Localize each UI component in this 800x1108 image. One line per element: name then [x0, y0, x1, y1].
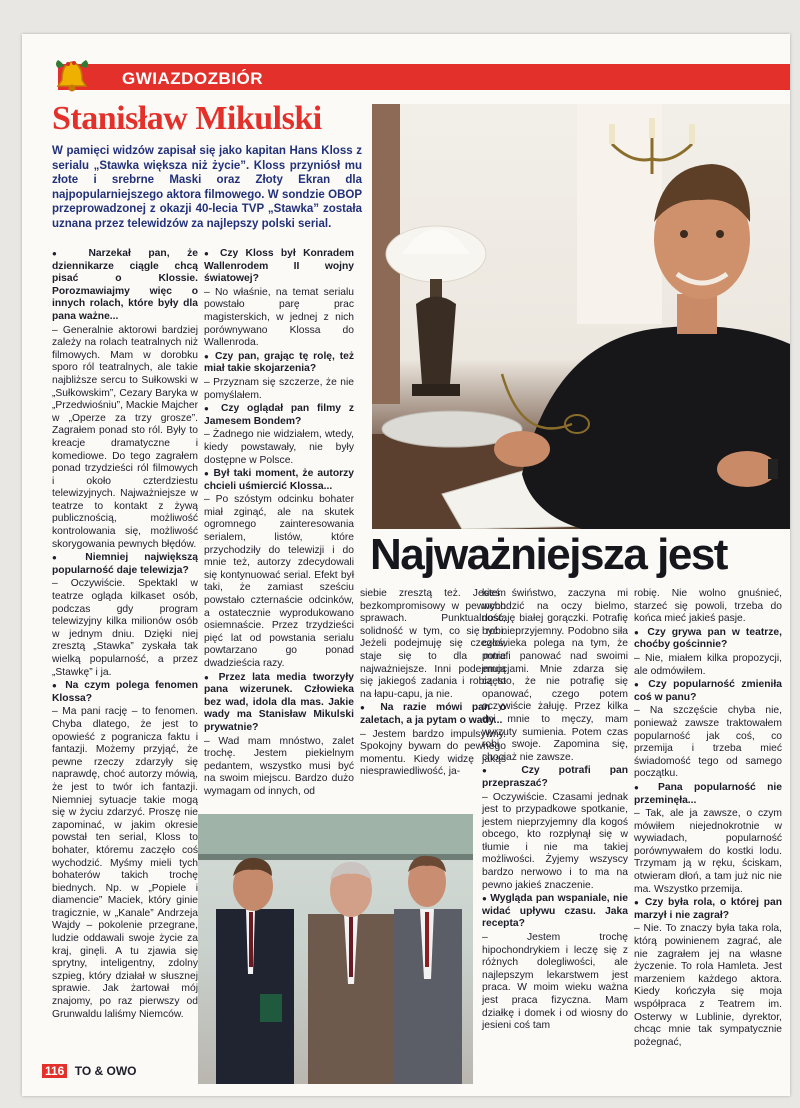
- answer-paragraph: – Wad mam mnóstwo, zalet trochę. Jestem piekielnym pedantem, wszystko musi być na swoim miejscu. Bardzo dużo wymagam od innych, od: [204, 735, 354, 797]
- group-photo: [198, 814, 473, 1084]
- section-header-bar: [58, 64, 790, 90]
- page-number: 116: [42, 1064, 67, 1078]
- answer-paragraph: – Po szóstym odcinku bohater miał zginąć, ale na skutek ogromnego zainteresowania serialem, listów, które przychodziły do telewizji i do mnie też, autorzy zdecydowali się kontynuować serial. Efekt był taki, że zamiast sześciu powstało czternaście odcinków, a ostatecznie wyprodukowano osiemnaście. Przez trzydzieści pięć lat od powstania serialu powtarzano go ponad dwadzieścia razy.: [204, 494, 354, 669]
- question-paragraph: ● Czy pan, grając tę rolę, też miał takie skojarzenia?: [204, 351, 354, 376]
- answer-paragraph: – No właśnie, na temat serialu powstało parę prac magisterskich, w jednej z nich porównywano Klossa do Wallenroda.: [204, 286, 354, 349]
- magazine-page: [22, 34, 790, 1096]
- text-column-4: [482, 588, 628, 1078]
- question-paragraph: ● Czy Kloss był Konradem Wallenrodem II wojny światowej?: [204, 248, 354, 286]
- section-label: GWIAZDOZBIÓR: [122, 69, 264, 88]
- question-paragraph: ● Niemniej największą popularność daje telewizja?: [52, 552, 198, 577]
- answer-paragraph: – Oczywiście. Czasami jednak jest to przypadkowe spotkanie, jestem nieprzyjemny dla kogoś obcego, kto rozpłynął się w tłumie i nie ma takiej możliwości. Żyjemy wszyscy bardzo nerwowo i to ma na pewno jakieś znaczenie.: [482, 791, 628, 891]
- christmas-bell-icon: [52, 56, 92, 96]
- question-paragraph: ● Czy popularność zmieniła coś w panu?: [634, 679, 782, 704]
- text-column-2: [204, 248, 354, 804]
- answer-paragraph: – Na szczęście chyba nie, ponieważ zawsze traktowałem popularność jak coś, co przemija i trzeba mieć świadomość tego od samego początku.: [634, 705, 782, 780]
- answer-paragraph: – Tak, ale ja zawsze, o czym mówiłem niejednokrotnie w wywiadach, popularność porównywałem do kostki lodu. Trzymam ją w ręku, ściskam, otwieram dłoń, a tam już nic nie ma. Wszystko przemija.: [634, 808, 782, 895]
- answer-paragraph: – Nie. To znaczy była taka rola, którą powinienem zagrać, ale nie zagrałem jej na własne życzenie. To rola Hamleta. Jest marzeniem każdego aktora. Kiedy kończyła się moja współpraca z Teatrem im. Osterwy w Lublinie, dyrektor, chcąc mnie tak sympatycznie pożegnać,: [634, 923, 782, 1048]
- answer-paragraph: – Przyznam się szczerze, że nie pomyślałem.: [204, 376, 354, 401]
- text-column-5: [634, 588, 782, 1078]
- answer-paragraph: siebie zresztą też. Jestem bezkompromisowy w pewnych sprawach. Punktualność, solidność w tym, co się robi. Jeżeli podejmuję się czegoś, staje się to dla mnie najważniejsze. Inni podejmują się jakiegoś zadania i robią to na łapu-capu, ja nie.: [360, 588, 506, 700]
- magazine-name: TO & OWO: [74, 1064, 137, 1078]
- question-paragraph: ● Czy potrafi pan przepraszać?: [482, 765, 628, 790]
- answer-paragraph: – Ma pani rację – to fenomen. Chyba dlatego, że jest to opowieść z pogranicza faktu i fantazji. Możemy przyjąć, że pewne rzeczy zdarzyły się naprawdę, choć autorzy mówią, że jest to twór ich fantazji. Niemniej sytuacje takie mogą się w życiu zdarzyć. Proszę nie zapominać, w jakim okresie powstał ten serial, Kloss to bohater, któremu zaczęło coś wychodzić. Myśmy mieli tych bohaterów takich trochę biednych. Np. w „Popiele i diamencie” Maciek, który ginie tragicznie, w „Kanale” Andrzeja Wajdy – pokolenie przegrane, ludzie oddawali swoje życie za kraj, ginęli. A tu zjawia się sprytny, inteligentny, zdolny szpieg, który działał w słusznej sprawie. Jak żartował mój znajomy, po raz pierwszy od Grunwaldu laliśmy Niemców.: [52, 706, 198, 1020]
- question-paragraph: ● Na razie mówi pan o zaletach, a ja pytam o wady...: [360, 702, 506, 727]
- text-column-1: [52, 248, 198, 1060]
- page-footer: [42, 1064, 136, 1078]
- answer-paragraph: – Żadnego nie widziałem, wtedy, kiedy powstawały, nie były dostępne w Polsce.: [204, 429, 354, 466]
- question-paragraph: ● Czy grywa pan w teatrze, choćby gościnnie?: [634, 627, 782, 652]
- answer-paragraph: – Nie, miałem kilka propozycji, ale odmówiłem.: [634, 652, 782, 677]
- answer-paragraph: – Jestem trochę hipochondrykiem i leczę się z różnych dolegliwości, ale najlepszym lekarstwem jest praca. W moim wieku ważna jest praca fizyczna. Mam działkę i domek i od wiosny do jesieni coś tam: [482, 932, 628, 1032]
- question-paragraph: ● Narzekał pan, że dziennikarze ciągle chcą pisać o Klossie. Porozmawiajmy więc o innych rolach, które były dla pana ważne...: [52, 248, 198, 324]
- article-headline: Najważniejsza jest: [370, 530, 727, 579]
- question-paragraph: ● Na czym polega fenomen Klossa?: [52, 680, 198, 705]
- answer-paragraph: kieś świństwo, zaczyna mi wchodzić na oczy bielmo, dostaję białej gorączki. Potrafię być nieprzyjemny. Podobno siła człowieka polega na tym, że potrafi panować nad swoimi emocjami. Mnie zdarza się często, że nie potrafię się opanować, czego potem oczywiście żałuję. Przez kilka dni mnie to męczy, mam wyrzuty sumienia. Potem czas robi swoje. Zapomina się, chociaż nie zawsze.: [482, 588, 628, 763]
- person-name-title: Stanisław Mikulski: [52, 100, 322, 137]
- question-paragraph: ● Pana popularność nie przeminęła...: [634, 782, 782, 807]
- question-paragraph: ● Czy oglądał pan filmy z Jamesem Bondem?: [204, 403, 354, 428]
- question-paragraph: ● Był taki moment, że autorzy chcieli uśmiercić Klossa...: [204, 468, 354, 493]
- question-paragraph: ● Czy była rola, o której pan marzył i nie zagrał?: [634, 897, 782, 922]
- answer-paragraph: robię. Nie wolno gnuśnieć, starzeć się powoli, trzeba do końca mieć jakieś pasje.: [634, 588, 782, 625]
- answer-paragraph: – Jestem bardzo impulsywny. Spokojny bywam do pewnego momentu. Kiedy widzę jakąś niesprawiedliwość, ja-: [360, 728, 506, 778]
- answer-paragraph: – Generalnie aktorowi bardziej zależy na rolach teatralnych niż filmowych. Mam w dorobku sporo ról teatralnych, ale takie najbliższe sercu to Sułkowski w „Sułkowskim”, Cezary Baryka w „Przedwiośniu”, Mackie Majcher w „Operze za trzy grosze”. Zagrałem ponad sto ról. Były to kreacje dramatyczne i komediowe. Do tego zagrałem ponad trzydzieści ról filmowych i około czterdziestu telewizyjnych. Najważniejsze w teatrze to kontakt z żywą publicznością, możliwość kontrolowania się, możliwość skorygowania pewnych błędów.: [52, 324, 198, 550]
- answer-paragraph: – Oczywiście. Spektakl w teatrze ogląda kilkaset osób, podczas gdy program telewizyjny kilka milionów osób w jednym dniu. Dzięki niej zresztą „Stawka” zyskała tak wielką popularność, a przez „Stawkę” i ja.: [52, 578, 198, 678]
- portrait-photo-illustration: [372, 104, 790, 529]
- lead-paragraph: W pamięci widzów zapisał się jako kapitan Hans Kloss z serialu „Stawka większa niż życie”. Kloss przyniósł mu złote i srebrne Maski oraz Złoty Ekran dla najpopularniejszego aktora filmowego. W sondzie OBOP przeprowadzonej z okazji 40-lecia TVP „Stawka” została uznana przez telewidzów za najlepszy polski serial.: [52, 145, 362, 230]
- portrait-photo: [372, 104, 790, 529]
- group-photo-illustration: [198, 814, 473, 1084]
- question-paragraph: ● Wygląda pan wspaniale, nie widać upływu czasu. Jaka recepta?: [482, 893, 628, 931]
- question-paragraph: ● Przez lata media tworzyły pana wizerunek. Człowieka bez wad, idola dla mas. Jakie wady ma Stanisław Mikulski prywatnie?: [204, 672, 354, 735]
